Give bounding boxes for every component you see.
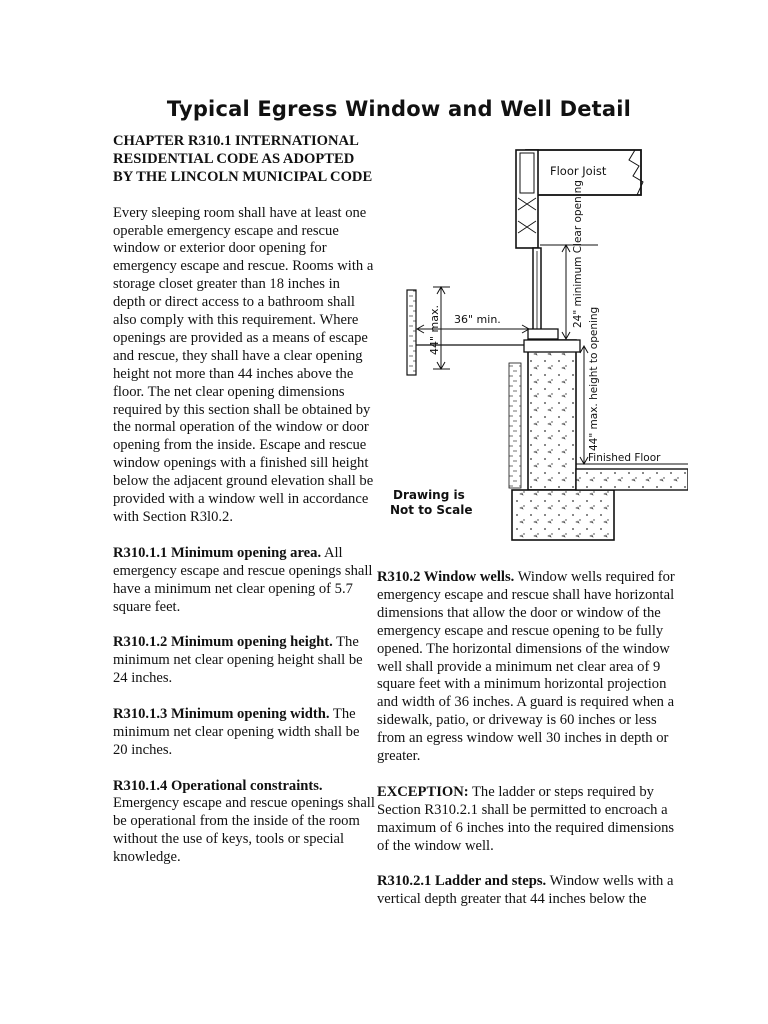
section-heading: R310.1.4 Operational constraints.	[113, 777, 323, 794]
wall-framing	[516, 150, 538, 248]
section-r310-1-3	[113, 706, 375, 760]
clear-opening-label: 24" minimum Clear opening	[572, 180, 584, 328]
section-body: Window wells required for emergency escape and rescue shall have horizontal dimensions that allow the door or window of the emergency escape and rescue opening to be fully opened. The horizontal dimensions of the window well shall provide a minimum net clear area of 9 square feet with a minimum horizontal projection and width of 36 inches. A guard is required when a sidewalk, patio, or driveway is 60 inches or less from an egress window well 30 inches in depth or greater.	[377, 569, 675, 765]
section-heading: R310.1.1 Minimum opening area.	[113, 544, 322, 561]
section-exception	[377, 784, 687, 856]
page-title: Typical Egress Window and Well Detail	[166, 97, 632, 121]
section-heading: R310.2 Window wells.	[377, 569, 515, 585]
max-height-label: 44" max. height to opening	[588, 306, 600, 451]
section-body: The minimum net clear opening height shall be 24 inches.	[113, 634, 363, 687]
section-heading: R310.2.1 Ladder and steps.	[377, 873, 547, 890]
egress-window-diagram	[388, 133, 688, 545]
section-heading: R310.1.3 Minimum opening width.	[113, 705, 330, 722]
section-r310-2	[377, 569, 687, 766]
section-body: The minimum net clear opening width shall be 20 inches.	[113, 705, 360, 758]
section-heading: R310.1.2 Minimum opening height.	[113, 634, 333, 651]
scale-note-line2: Not to Scale	[390, 503, 473, 517]
section-body: Window wells with a vertical depth greater that 44 inches below the	[377, 873, 674, 908]
section-heading: EXCEPTION:	[377, 783, 469, 800]
section-r310-1-2	[113, 634, 375, 688]
right-column	[377, 569, 687, 927]
sill-height-dimension	[580, 307, 600, 464]
section-r310-2-1	[377, 873, 687, 909]
chapter-heading: CHAPTER R310.1 INTERNATIONAL RESIDENTIAL CODE AS ADOPTED BY THE LINCOLN MUNICIPAL CODE	[113, 133, 373, 185]
well-max-label: 44" max.	[428, 304, 441, 355]
well-depth-dimension	[428, 287, 450, 369]
scale-note-line1: Drawing is	[393, 488, 465, 502]
window-unit	[528, 248, 558, 340]
section-body: Emergency escape and rescue openings shall be operational from the inside of the room without the use of keys, tools or special knowledge.	[113, 795, 375, 866]
section-r310-1-1	[113, 545, 375, 617]
left-column	[113, 133, 375, 885]
section-r310-1-4	[113, 778, 375, 868]
section-body: All emergency escape and rescue openings shall have a minimum net clear opening of 5.7 square feet.	[113, 544, 373, 615]
section-body: The ladder or steps required by Section R310.2.1 shall be permitted to encroach a maximum of 6 inches into the required dimensions of the window well.	[377, 783, 675, 854]
projection-label: 36" min.	[454, 313, 501, 326]
floor-joist	[526, 150, 643, 195]
floor-slab	[576, 452, 688, 490]
floor-joist-label: Floor Joist	[550, 164, 607, 178]
intro-paragraph: Every sleeping room shall have at least one operable emergency escape and rescue window or exterior door opening for emergency escape and rescue. Rooms with a storage closet greater than 18 inches in depth or direct access to a bathroom shall also comply with this requirement. Where openings are provided as a means of escape and rescue, they shall have a clear opening height not more than 44 inches above the floor. The net clear opening dimensions required by this section shall be obtained by the normal operation of the window or door opening from the inside. Escape and rescue window openings with a finished sill height below the adjacent ground elevation shall be provided with a window well in accordance with Section R3l0.2.	[113, 204, 374, 526]
finished-floor-label: Finished Floor	[588, 452, 661, 464]
